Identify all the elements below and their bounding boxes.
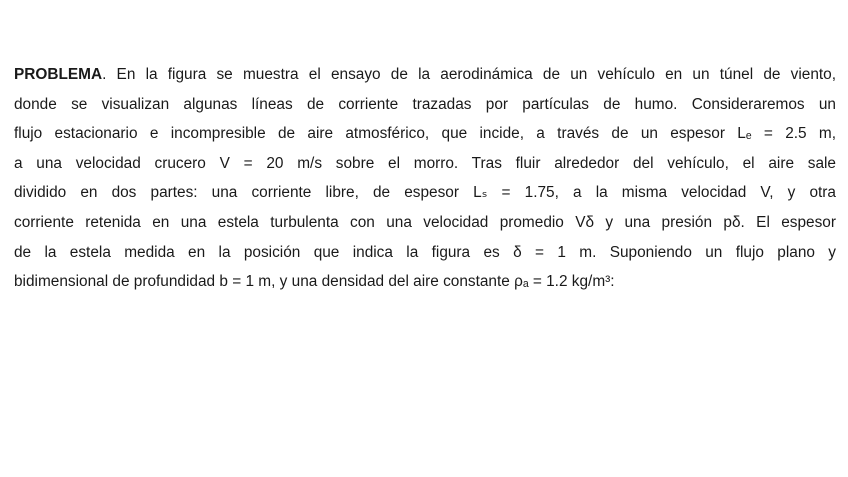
paragraph-line-5: dividido en dos partes: una corriente libre, de espesor Lₛ = 1.75, a la misma velocidad V, y otra — [14, 184, 836, 202]
paragraph-line-1 — [14, 60, 836, 90]
paragraph-line-6: corriente retenida en una estela turbulenta con una velocidad promedio Vδ y una presión pδ. El espesor — [14, 213, 836, 231]
problem-label: PROBLEMA — [14, 66, 103, 83]
problem-statement — [14, 60, 836, 297]
paragraph-line-2: donde se visualizan algunas líneas de corriente trazadas por partículas de humo. Consideraremos un — [14, 95, 836, 113]
paragraph-line-8: bidimensional de profundidad b = 1 m, y una densidad del aire constante ρₐ = 1.2 kg/m³: — [14, 273, 615, 291]
paragraph-line-3: flujo estacionario e incompresible de aire atmosférico, que incide, a través de un espesor Lₑ = 2.5 m, — [14, 125, 836, 143]
paragraph-line-4: a una velocidad crucero V = 20 m/s sobre el morro. Tras fluir alrededor del vehículo, el aire sale — [14, 154, 836, 172]
paragraph-line-7: de la estela medida en la posición que indica la figura es δ = 1 m. Suponiendo un flujo plano y — [14, 243, 836, 261]
line-1-text: . En la figura se muestra el ensayo de la aerodinámica de un vehículo en un túnel de viento, — [102, 66, 836, 83]
